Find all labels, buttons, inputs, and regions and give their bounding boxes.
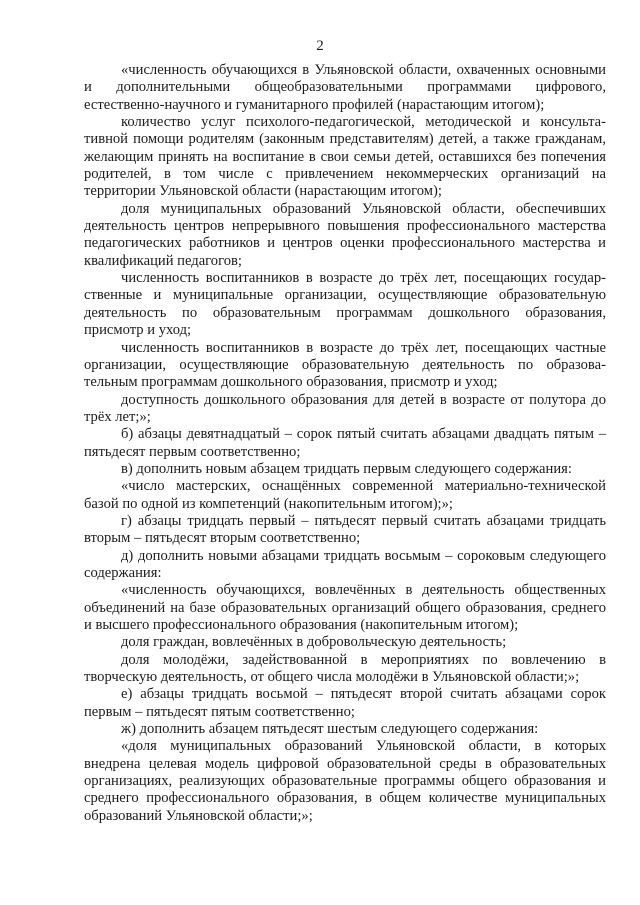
paragraph: доля молодёжи, задействованной в мероприятиях по вовлечению в творческую деятельность, от общего числа молодёжи в Ульяновской области;»; bbox=[84, 651, 606, 686]
paragraph: доля граждан, вовлечённых в добровольческую деятельность; bbox=[121, 634, 507, 651]
paragraph: д) дополнить новыми абзацами тридцать восьмым – сороковым следующего содержания: bbox=[84, 547, 606, 581]
document-body bbox=[84, 62, 606, 825]
paragraph: «число мастерских, оснащённых современной материально-технической базой по одной из компетенций (накопительным итогом);»; bbox=[84, 478, 606, 512]
paragraph: «численность обучающихся в Ульяновской области, охваченных основными и дополнительными общеобразовательными программами цифрового, естественно-научного и гуманитарного профилей (нарастающим итогом); bbox=[84, 62, 606, 113]
paragraph: доля муниципальных образований Ульяновской области, обеспечивших деятельность центров непрерывного повышения профессионального мастерства педагогических работников и центров оценки профессионального мастерства и квалификаций педагогов; bbox=[84, 200, 606, 269]
paragraph: численность воспитанников в возрасте до трёх лет, посещающих государственные и муниципальные организации, осуществляющие образовательную деятельность по образовательным программам дошкольного образования, присмотр и уход; bbox=[84, 270, 606, 339]
paragraph: ж) дополнить абзацем пятьдесят шестым следующего содержания: bbox=[121, 721, 539, 738]
paragraph: количество услуг психолого-педагогической, методической и консультативной помощи родителям (законным представителям) детей, а также гражданам, желающим принять на воспитание в свои семьи детей, оставшихся без попечения родителей, в том числе с привлечением некоммерческих организаций на территории Ульяновской области (нарастающим итогом); bbox=[84, 114, 606, 200]
paragraph: б) абзацы девятнадцатый – сорок пятый считать абзацами двадцать пятым – пятьдесят первым соответственно; bbox=[84, 426, 606, 460]
page-number: 2 bbox=[316, 38, 324, 54]
paragraph: «численность обучающихся, вовлечённых в деятельность общественных объединений на базе образовательных организаций общего образования, среднего и высшего профессионального образования (накопительным итогом); bbox=[84, 582, 606, 633]
paragraph: е) абзацы тридцать восьмой – пятьдесят второй считать абзацами сорок первым – пятьдесят пятым соответственно; bbox=[84, 686, 606, 720]
paragraph: г) абзацы тридцать первый – пятьдесят первый считать абзацами тридцать вторым – пятьдесят вторым соответственно; bbox=[84, 512, 606, 547]
paragraph: доступность дошкольного образования для детей в возрасте от полутора до трёх лет;»; bbox=[84, 391, 606, 425]
paragraph: численность воспитанников в возрасте до трёх лет, посещающих частные организации, осуществляющие образовательную деятельность по образовательным программам дошкольного образования, присмотр и уход; bbox=[84, 339, 606, 391]
paragraph: в) дополнить новым абзацем тридцать первым следующего содержания: bbox=[121, 460, 572, 477]
paragraph: «доля муниципальных образований Ульяновской области, в которых внедрена целевая модель цифровой образовательной среды в образовательных организациях, реализующих образовательные программы общего образования и среднего профессионального образования, в общем количестве муниципальных образований Ульяновской области;»; bbox=[84, 738, 606, 824]
